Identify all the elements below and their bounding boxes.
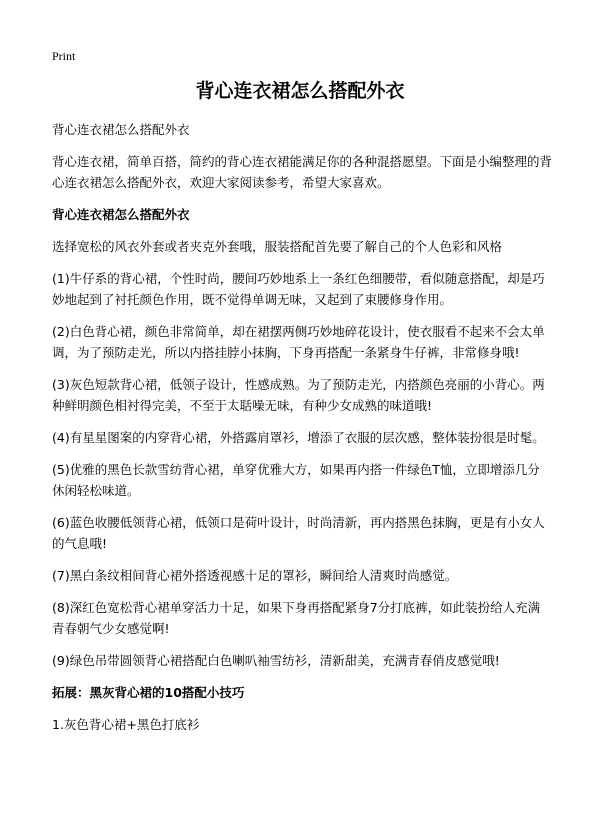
list-item: (1)牛仔系的背心裙，个性时尚，腰间巧妙地系上一条红色细腰带，看似随意搭配，却是巧妙地起到了衬托颜色作用，既不觉得单调无味，又起到了束腰修身作用。 xyxy=(52,271,545,307)
list-item: (3)灰色短款背心裙，低领子设计，性感成熟。为了预防走光，内搭颜色亮丽的小背心。两种鲜明颜色相衬得完美，不至于太聒噪无味，有种少女成熟的味道哦! xyxy=(52,377,545,413)
list-item: (7)黑白条纹相间背心裙外搭透视感十足的罩衫，瞬间给人清爽时尚感觉。 xyxy=(52,568,458,583)
list-item: (6)蓝色收腰低领背心裙，低领口是荷叶设计，时尚清新，再内搭黑色抹胸，更是有小女人的气息哦! xyxy=(52,515,545,551)
list-item: (2)白色背心裙，颜色非常简单，却在裙摆两侧巧妙地碎花设计，使衣服看不起来不会太单调，为了预防走光，所以内搭挂脖小抹胸，下身再搭配一条紧身牛仔裤，非常修身哦! xyxy=(52,324,545,360)
print-label[interactable]: Print xyxy=(52,49,76,63)
page-title: 背心连衣裙怎么搭配外衣 xyxy=(195,80,405,102)
lead-paragraph: 选择宽松的风衣外套或者夹克外套哦，服装搭配首先要了解自己的个人色彩和风格 xyxy=(52,239,503,254)
list-item: (8)深红色宽松背心裙单穿活力十足，如果下身再搭配紧身7分打底裤，如此装扮给人充满青春朝气少女感觉啊! xyxy=(52,600,541,636)
list-item: (4)有星星图案的内穿背心裙，外搭露肩罩衫，增添了衣服的层次感，整体装扮很是时髦。 xyxy=(52,430,545,445)
extension-heading: 拓展：黑灰背心裙的10搭配小技巧 xyxy=(52,685,245,700)
list-item: (5)优雅的黑色长款雪纺背心裙，单穿优雅大方，如果再内搭一件绿色T恤，立即增添几分休闲轻松味道。 xyxy=(52,462,540,498)
list-item: (9)绿色吊带圆领背心裙搭配白色喇叭袖雪纺衫，清新甜美，充满青春俏皮感觉哦! xyxy=(52,653,500,668)
section-heading: 背心连衣裙怎么搭配外衣 xyxy=(52,207,190,222)
intro-paragraph: 背心连衣裙，简单百搭，简约的背心连衣裙能满足你的各种混搭愿望。下面是小编整理的背心连衣裙怎么搭配外衣，欢迎大家阅读参考，希望大家喜欢。 xyxy=(52,154,553,190)
extension-item: 1.灰色背心裙+黑色打底衫 xyxy=(52,717,200,732)
article-subtitle: 背心连衣裙怎么搭配外衣 xyxy=(52,122,190,137)
article-body xyxy=(52,119,552,735)
